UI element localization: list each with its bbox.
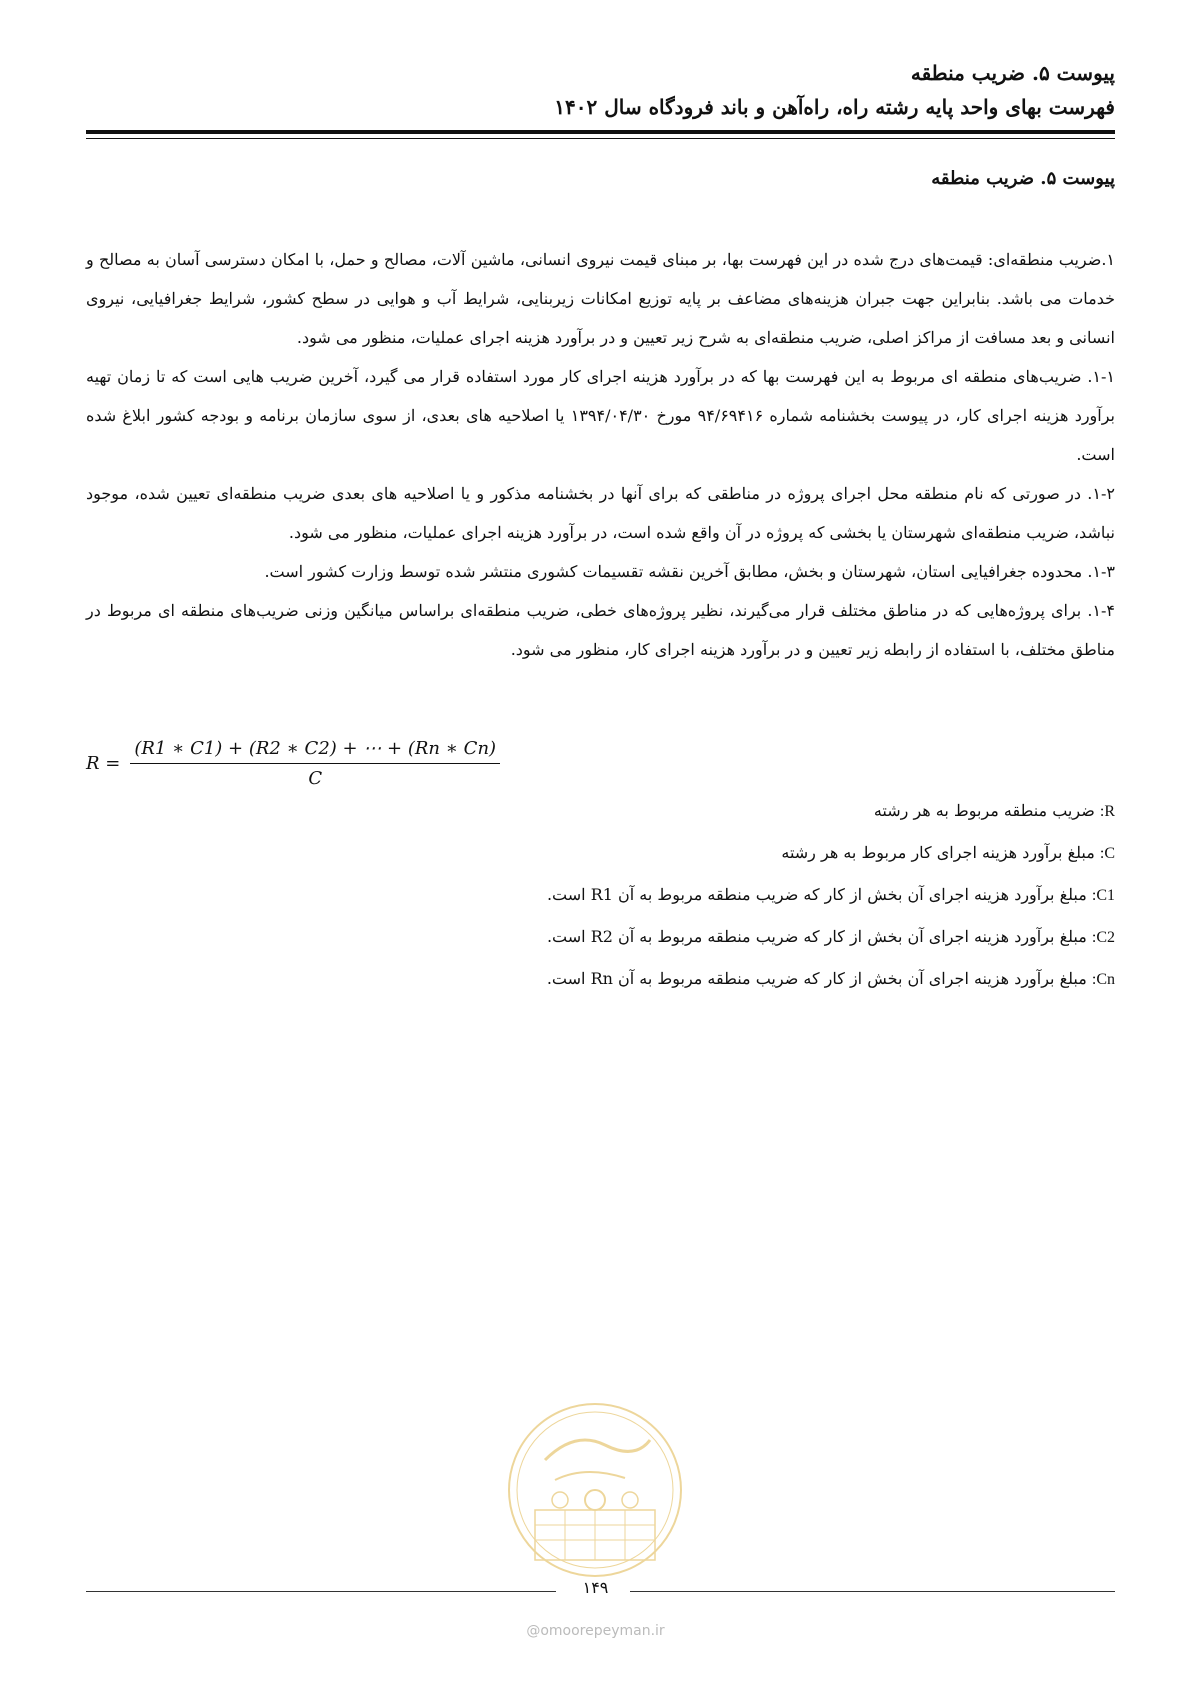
definition-row — [547, 832, 1115, 874]
definition-text: ضریب منطقه مربوط به هر رشته — [873, 801, 1100, 820]
definition-symbol: C1: — [1091, 887, 1115, 904]
page-header — [86, 56, 1115, 124]
definition-text: مبلغ برآورد هزینه اجرای آن بخش از کار که ضریب منطقه مربوط به آن Rn است. — [546, 969, 1092, 988]
formula-numerator: (R1 ∗ C1) + (R2 ∗ C2) + ⋯ + (Rn ∗ Cn) — [130, 738, 500, 764]
page-number: ۱۴۹ — [582, 1578, 609, 1597]
weighted-factor-formula — [86, 738, 500, 789]
paragraph-1-2: ۱-۲. در صورتی که نام منطقه محل اجرای پروژه در مناطقی که برای آنها در بخشنامه مذکور و یا اصلاحیه های بعدی ضریب منطقه‌ای تعیین شده، موجود نباشد، ضریب منطقه‌ای شهرستان یا بخشی که پروژه در آن واقع شده است، در برآورد هزینه اجرای عملیات، منظور می شود. — [86, 484, 1115, 542]
definition-symbol: C: — [1099, 845, 1115, 862]
formula-definitions — [547, 790, 1115, 1000]
paragraph-1: ۱.ضریب منطقه‌ای: قیمت‌های درج شده در این فهرست بها، بر مبنای قیمت نیروی انسانی، ماشین آلات، مصالح و حمل، با امکان دسترسی آسان به مصالح و خدمات می باشد. بنابراین جهت جبران هزینه‌های مضاعف بر پایه توزیع امکانات زیربنایی، شرایط آب و هوایی در سطح کشور، شرایط جغرافیایی، نیروی انسانی و بعد مسافت از مراکز اصلی، ضریب منطقه‌ای به شرح زیر تعیین و در برآورد هزینه اجرای عملیات، منظور می شود. — [86, 250, 1116, 347]
definition-symbol: C2: — [1091, 929, 1115, 946]
definition-row — [547, 874, 1115, 916]
definition-text: مبلغ برآورد هزینه اجرای آن بخش از کار که ضریب منطقه مربوط به آن R1 است. — [546, 885, 1092, 904]
footer-rule-left — [86, 1591, 556, 1592]
paragraph-1-3: ۱-۳. محدوده جغرافیایی استان، شهرستان و بخش، مطابق آخرین نقشه تقسیمات کشوری منتشر شده توسط وزارت کشور است. — [264, 562, 1115, 581]
header-annex-title: پیوست ۵. ضریب منطقه — [910, 61, 1115, 85]
formula-lhs: R = — [86, 753, 121, 774]
definition-symbol: Cn: — [1091, 971, 1115, 988]
watermark-text: @omoorepeyman.ir — [526, 1623, 665, 1639]
formula-denominator: C — [308, 768, 323, 789]
paragraph-1-4: ۱-۴. برای پروژه‌هایی که در مناطق مختلف قرار می‌گیرند، نظیر پروژه‌های خطی، ضریب منطقه‌ای براساس میانگین وزنی ضریب‌های منطقه ای مربوط در مناطق مختلف، با استفاده از رابطه زیر تعیین و در برآورد هزینه اجرای کار، منظور می شود. — [86, 601, 1116, 659]
definition-row — [547, 958, 1115, 1000]
footer-rule-right — [630, 1591, 1115, 1592]
header-document-title: فهرست بهای واحد پایه رشته راه، راه‌آهن و باند فرودگاه سال ۱۴۰۲ — [554, 95, 1115, 119]
section-title: پیوست ۵. ضریب منطقه — [931, 168, 1115, 189]
paragraph-1-1: ۱-۱. ضریب‌های منطقه ای مربوط به این فهرست بها که در برآورد هزینه اجرای کار مورد استفاده قرار می گیرد، آخرین ضریب هایی است که تا زمان تهیه برآورد هزینه اجرای کار، در پیوست بخشنامه شماره ۹۴/۶۹۴۱۶ مورخ ۱۳۹۴/۰۴/۳۰ یا اصلاحیه های بعدی، از سوی سازمان برنامه و بودجه کشور ابلاغ شده است. — [86, 367, 1116, 464]
definition-text: مبلغ برآورد هزینه اجرای کار مربوط به هر رشته — [781, 843, 1100, 862]
watermark-stamp-logo — [505, 1400, 685, 1580]
definition-symbol: R: — [1099, 803, 1115, 820]
definition-text: مبلغ برآورد هزینه اجرای آن بخش از کار که ضریب منطقه مربوط به آن R2 است. — [546, 927, 1092, 946]
body-text — [86, 240, 1115, 669]
definition-row — [547, 916, 1115, 958]
header-rule-thin — [86, 138, 1115, 139]
definition-row — [547, 790, 1115, 832]
header-rule-thick — [86, 130, 1115, 134]
formula-fraction — [130, 738, 500, 789]
